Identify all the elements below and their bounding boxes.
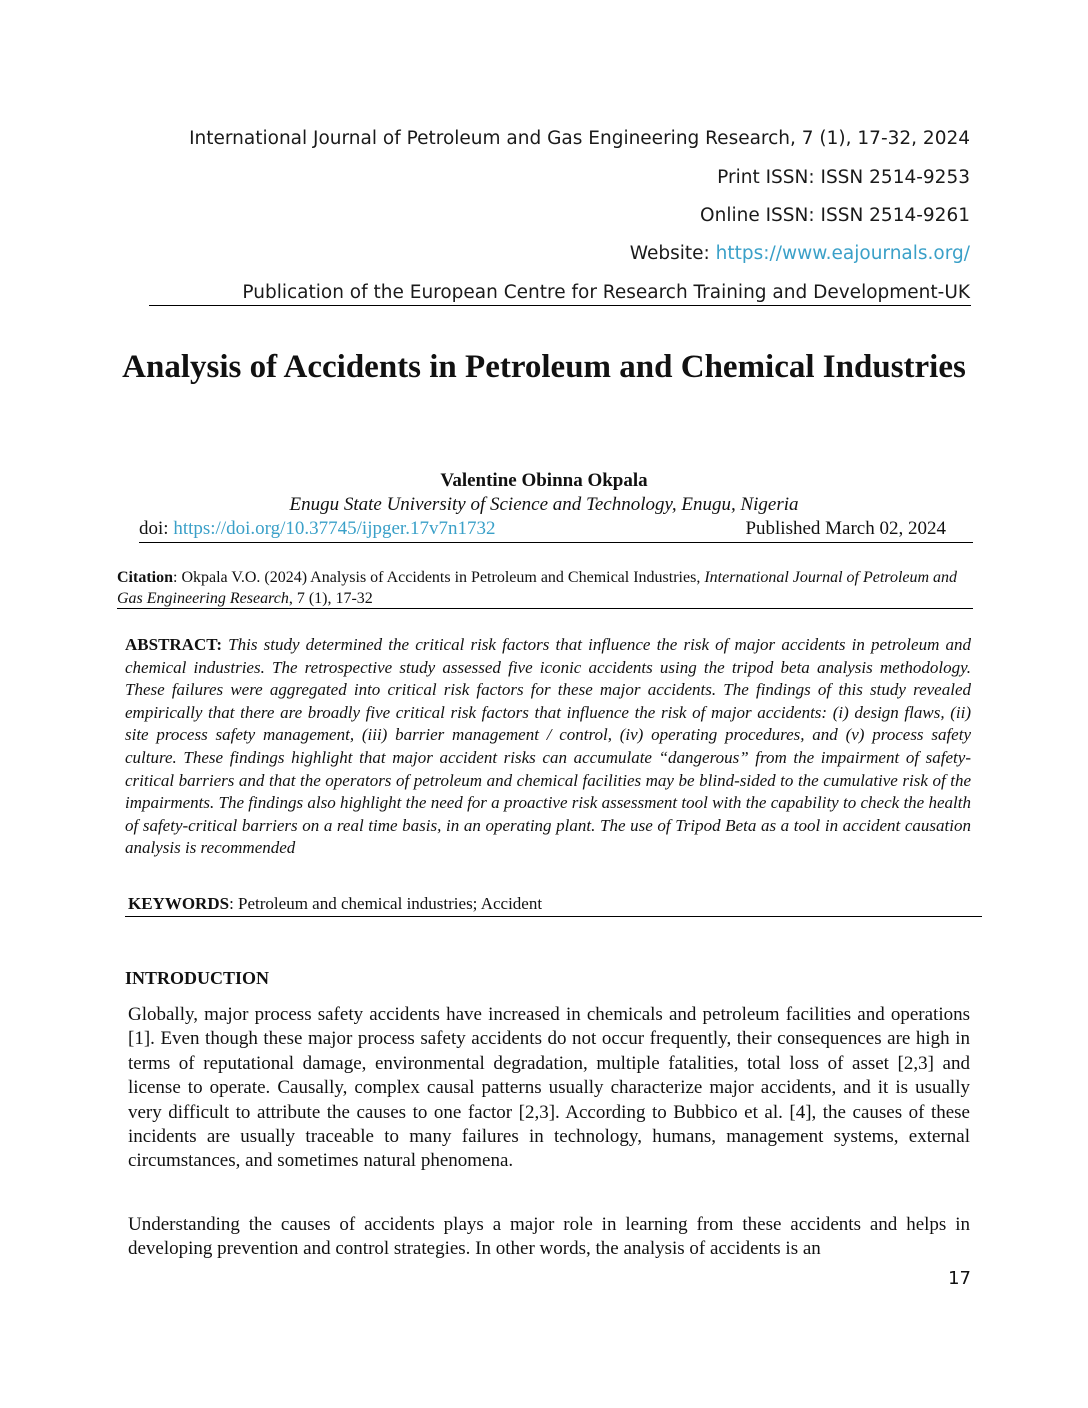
keywords-line — [128, 894, 542, 914]
doi-divider — [139, 542, 973, 543]
publisher-line: Publication of the European Centre for Research Training and Development-UK — [242, 282, 970, 303]
article-title: Analysis of Accidents in Petroleum and Chemical Industries — [122, 349, 966, 385]
citation-text: : Okpala V.O. (2024) Analysis of Accidents in Petroleum and Chemical Industries, — [173, 569, 705, 586]
journal-header-line: International Journal of Petroleum and Gas Engineering Research, 7 (1), 17-32, 2024 — [189, 128, 970, 149]
keywords-text: : Petroleum and chemical industries; Accident — [229, 894, 543, 913]
doi-link[interactable]: https://doi.org/10.37745/ijpger.17v7n1732 — [173, 518, 496, 539]
published-date: Published March 02, 2024 — [745, 518, 946, 539]
page-number: 17 — [948, 1268, 971, 1289]
print-issn: Print ISSN: ISSN 2514-9253 — [717, 167, 970, 188]
abstract-label: ABSTRACT: — [125, 635, 222, 654]
section-heading-introduction: INTRODUCTION — [125, 968, 270, 988]
keywords-divider — [125, 916, 982, 917]
intro-paragraph: Globally, major process safety accidents have increased in chemicals and petroleum facilities and operations [1]. Even though these major process safety accidents do not occur frequently, their consequences are high in terms of reputational damage, environmental degradation, multiple fatalities, total loss of asset [2,3] and license to operate. Causally, complex causal patterns usually characterize major accidents, and it is usually very difficult to attribute the causes to one factor [2,3]. According to Bubbico et al. [4], the causes of these incidents are usually traceable to many failures in technology, humans, management systems, external circumstances, and sometimes natural phenomena. — [128, 1004, 970, 1172]
doi-label: doi: — [139, 518, 174, 539]
website-link[interactable]: https://www.eajournals.org/ — [715, 243, 970, 264]
header-divider — [149, 305, 971, 306]
citation-divider — [117, 608, 973, 609]
keywords-label: KEYWORDS — [128, 894, 230, 913]
citation-block — [117, 567, 972, 609]
author-affiliation: Enugu State University of Science and Technology, Enugu, Nigeria — [289, 494, 799, 515]
doi-line — [139, 518, 495, 540]
author-name: Valentine Obinna Okpala — [440, 470, 648, 491]
abstract-block — [125, 634, 971, 860]
website-line — [630, 243, 970, 264]
intro-paragraph: Understanding the causes of accidents plays a major role in learning from these accidents and helps in developing prevention and control strategies. In other words, the analysis of accidents is an — [128, 1214, 970, 1260]
citation-label: Citation — [117, 569, 173, 586]
citation-volume: , 7 (1), 17-32 — [288, 590, 373, 607]
citation-journal: International Journal of Petroleum and Gas Engineering Research — [117, 569, 958, 607]
website-label: Website: — [629, 243, 716, 264]
abstract-text: This study determined the critical risk factors that influence the risk of major accidents in petroleum and chemical industries. The retrospective study assessed five iconic accidents using the tripod beta analysis methodology. These failures were aggregated into critical risk factors for these major accidents. The findings of this study revealed empirically that there are broadly five critical risk factors that influence the risk of major accidents: (i) design flaws, (ii) site process safety management, (iii) barrier management / control, (iv) operating procedures, and (v) process safety culture. These findings highlight that major accident risks can accumulate “dangerous” from the impairment of safety-critical barriers and that the operators of petroleum and chemical facilities may be blind-sided to the cumulative risk of the impairments. The findings also highlight the need for a proactive risk assessment tool with the capability to check the health of safety-critical barriers on a real time basis, in an operating plant. The use of Tripod Beta as a tool in accident causation analysis is recommended — [125, 635, 972, 858]
online-issn: Online ISSN: ISSN 2514-9261 — [700, 205, 970, 226]
